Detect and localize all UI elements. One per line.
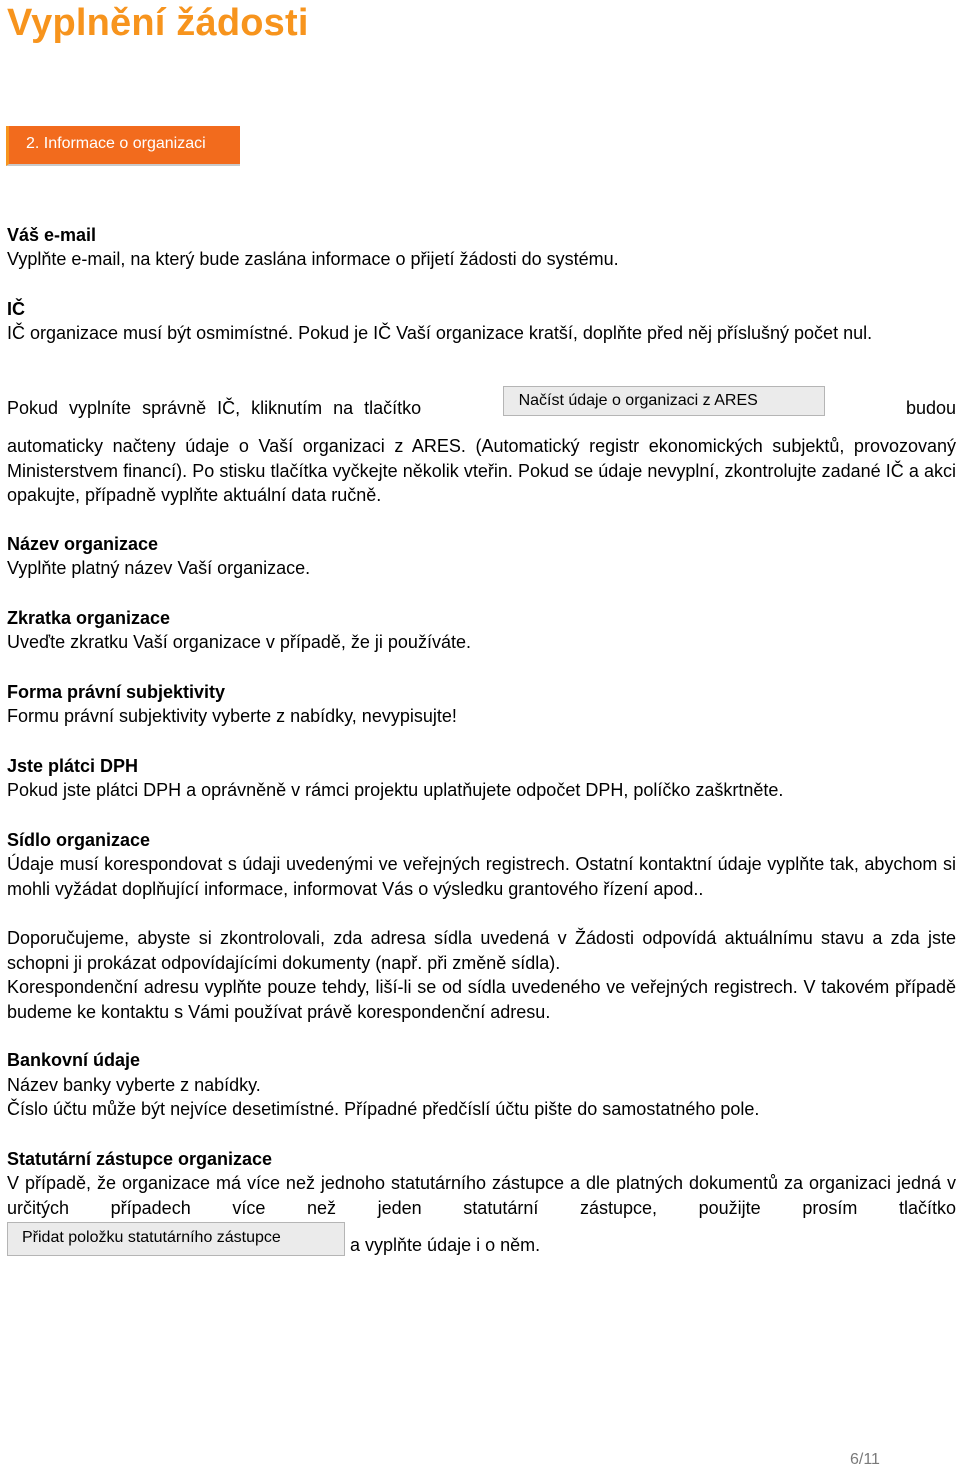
tab-label: 2. Informace o organizaci xyxy=(26,135,206,152)
statutar-after: a vyplňte údaje i o něm. xyxy=(350,1234,541,1255)
forma-heading: Forma právní subjektivity xyxy=(7,682,226,702)
tab-informace-o-organizaci xyxy=(6,126,240,166)
page-title: Vyplnění žádosti xyxy=(7,2,309,44)
sidlo-p2: Doporučujeme, abyste si zkontrolovali, zda adresa sídla uvedená v Žádosti odpovídá aktuálnímu stavu a zda jste schopni ji prokázat odpovídajícími dokumenty (např. při změně sídla). xyxy=(7,928,956,973)
zkratka-text: Uveďte zkratku Vaší organizace v případě, že ji používáte. xyxy=(7,632,471,652)
email-heading: Váš e-mail xyxy=(7,225,97,245)
ic-text: IČ organizace musí být osmimístné. Pokud je IČ Vaší organizace kratší, doplňte před něj příslušný počet nul. xyxy=(7,323,873,343)
bank-heading: Bankovní údaje xyxy=(7,1050,141,1070)
email-text: Vyplňte e-mail, na který bude zaslána informace o přijetí žádosti do systému. xyxy=(7,249,619,269)
page-number: 6/11 xyxy=(850,1451,880,1468)
ares-load-button[interactable]: Načíst údaje o organizaci z ARES xyxy=(503,386,825,416)
ic-ares-rest: automaticky načteny údaje o Vaší organizaci z ARES. (Automatický registr ekonomických subjektů, provozovaný Ministerstvem financí). Po stisku tlačítka vyčkejte několik vteřin. Pokud se údaje nevyplní, zkontrolujte zadané IČ a akci opakujte, případně vyplňte aktuální data ručně. xyxy=(7,436,956,505)
statutar-button-line xyxy=(7,1222,956,1256)
zkratka-heading: Zkratka organizace xyxy=(7,608,171,628)
forma-text: Formu právní subjektivity vyberte z nabídky, nevypisujte! xyxy=(7,706,457,726)
ic-ares-before: Pokud vyplníte správně IČ, kliknutím na tlačítko xyxy=(7,398,422,418)
dph-text: Pokud jste plátci DPH a oprávněně v rámci projektu uplatňujete odpočet DPH, políčko zaškrtněte. xyxy=(7,780,784,800)
nazev-heading: Název organizace xyxy=(7,534,159,554)
sidlo-p1: Údaje musí korespondovat s údaji uvedenými ve veřejných registrech. Ostatní kontaktní údaje vyplňte tak, abychom si mohli vyžádat doplňující informace, informovat Vás o výsledku grantového řízení apod.. xyxy=(7,854,956,899)
ic-ares-line xyxy=(7,392,956,424)
dph-heading: Jste plátci DPH xyxy=(7,756,139,776)
add-statutory-representative-button[interactable]: Přidat položku statutárního zástupce xyxy=(7,1222,345,1256)
bank-line2: Číslo účtu může být nejvíce desetimístné. Případné předčíslí účtu pište do samostatného pole. xyxy=(7,1099,760,1119)
sidlo-heading: Sídlo organizace xyxy=(7,830,151,850)
statutar-heading: Statutární zástupce organizace xyxy=(7,1149,273,1169)
sidlo-p3: Korespondenční adresu vyplňte pouze tehdy, liší-li se od sídla uvedeného ve veřejných registrech. V takovém případě budeme ke kontaktu s Vámi používat právě korespondenční adresu. xyxy=(7,977,956,1022)
ic-ares-after: budou xyxy=(905,398,956,418)
bank-line1: Název banky vyberte z nabídky. xyxy=(7,1075,261,1095)
statutar-text: V případě, že organizace má více než jednoho statutárního zástupce a dle platných dokumentů za organizaci jedná v určitých případech více než jeden statutární zástupce, použijte prosím tlačítko xyxy=(7,1173,956,1218)
nazev-text: Vyplňte platný název Vaší organizace. xyxy=(7,558,311,578)
ic-heading: IČ xyxy=(7,299,25,319)
